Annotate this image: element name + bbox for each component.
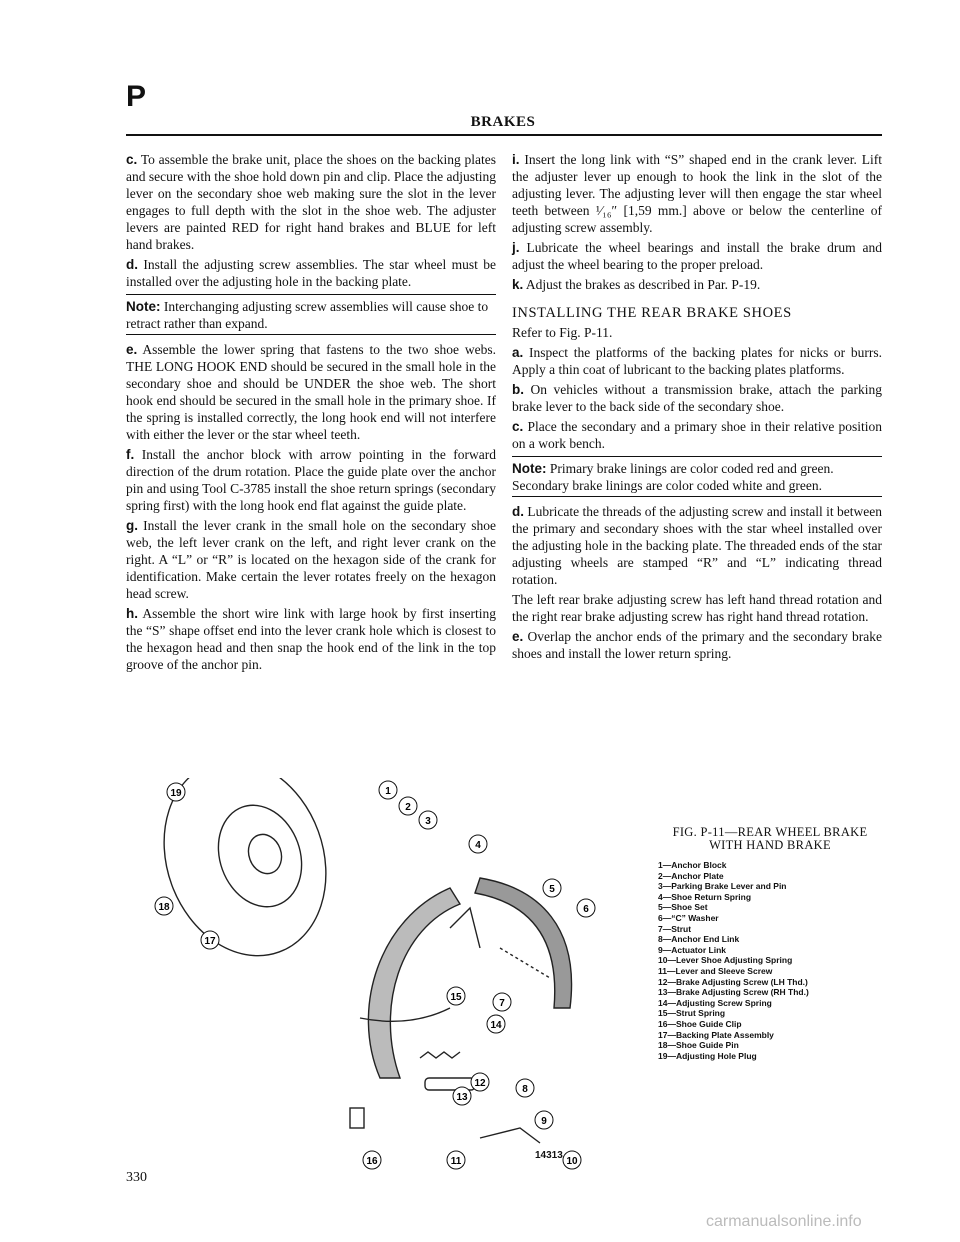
step-k-text: Adjust the brakes as described in Par. P-19. [525, 277, 761, 292]
callout-6 [577, 899, 595, 917]
step-j-text: Lubricate the wheel bearings and install the brake drum and adjust the wheel bearing to the proper preload. [512, 240, 882, 272]
legend-item: 1—Anchor Block [658, 860, 727, 870]
callout-3 [419, 811, 437, 829]
note-box [126, 294, 496, 335]
shoe-guide-clip [350, 1108, 364, 1128]
legend-item: 12—Brake Adjusting Screw (LH Thd.) [658, 976, 808, 987]
svg-text:10: 10 [566, 1156, 578, 1167]
step-e: e. Assemble the lower spring that fastens to the two shoe webs. THE LONG HOOK END should be secured in the small hole in the secondary shoe and should be UNDER the shoe web. The short hook end should be secured in the small hole in the primary shoe. If the spring is installed correctly, the long hook end will not interfere with either the lever or the star wheel teeth. [126, 342, 497, 442]
legend-item: 6—“C” Washer [658, 912, 719, 923]
svg-text:5: 5 [549, 884, 555, 895]
step-f-text: Install the anchor block with arrow pointing in the forward direction of the drum rotation. Place the guide plate over the anchor pin and using Tool C-3785 install the shoe return springs (secondary spring first) with the long hook end flat against the guide plate. [126, 447, 497, 513]
svg-text:1: 1 [385, 786, 391, 797]
svg-text:17: 17 [204, 936, 216, 947]
step-c: c. To assemble the brake unit, place the shoes on the backing plates and secure with the shoe hold down pin and clip. Place the adjusting lever on the secondary shoe web making sure the slot in the lever engages to full depth with the slot in the shoe web. The adjuster levers are painted RED for right hand brakes and BLUE for left hand brakes. [126, 152, 496, 252]
svg-text:15: 15 [450, 992, 462, 1003]
refer-line: Refer to Fig. P-11. [512, 325, 613, 340]
left-column [126, 151, 496, 676]
note-label-2: Note: [512, 461, 547, 476]
callout-2 [399, 797, 417, 815]
svg-text:9: 9 [541, 1116, 547, 1127]
step-c-text: To assemble the brake unit, place the shoes on the backing plates and secure with the shoe hold down pin and clip. Place the adjusting lever on the secondary shoe web making sure the slot in the lever engages to full depth with the slot in the shoe web. The adjuster levers are painted RED for right hand brakes and BLUE for left hand brakes. [126, 152, 496, 252]
svg-text:12: 12 [474, 1078, 486, 1089]
step-h: h. Assemble the short wire link with large hook by first inserting the “S” shape offset end into the lever crank hole which is closest to the hexagon head and then snap the hook end of the link in the top groove of the anchor pin. [126, 606, 496, 672]
svg-text:2: 2 [405, 802, 411, 813]
legend-item: 2—Anchor Plate [658, 870, 724, 881]
section-title: BRAKES [470, 114, 536, 130]
figure-caption [650, 826, 890, 1061]
step-c2: c. Place the secondary and a primary shoe in their relative position on a work bench. [512, 419, 883, 451]
callout-18 [155, 897, 173, 915]
figure-number: 14313 [535, 1150, 563, 1161]
legend-item: 11—Lever and Sleeve Screw [658, 965, 773, 976]
legend-item: 15—Strut Spring [658, 1008, 726, 1019]
note-text-2: Primary brake linings are color coded red and green. Secondary brake linings are color coded white and green. [512, 461, 834, 493]
caption-line-1: FIG. P-11—REAR WHEEL BRAKE [672, 825, 868, 839]
legend-item: 9—Actuator Link [658, 944, 727, 955]
callout-1 [379, 781, 397, 799]
step-b: b. On vehicles without a transmission brake, attach the parking brake lever to the back side of the secondary shoe. [512, 382, 882, 414]
step-d2-extra: The left rear brake adjusting screw has left hand thread rotation and the right rear brake adjusting screw has right hand thread rotation. [512, 592, 882, 624]
note-box-2 [512, 456, 882, 497]
step-d2-text: Lubricate the threads of the adjusting screw and install it between the primary and secondary shoes with the star wheel installed over the adjusting hole in the backing plate. The threaded ends of the star adjusting wheels are stamped “R” and “L” indicating thread rotation. [512, 504, 883, 587]
legend-item: 8—Anchor End Link [658, 934, 740, 945]
step-g-text: Install the lever crank in the small hole on the secondary shoe web, the left lever crank on the left, and right lever crank on the right. A “L” or “R” is located on the hexagon side of the crank for identification. Make certain the lever rotates freely on the hexagon head screw. [126, 518, 496, 601]
legend-item: 5—Shoe Set [658, 902, 708, 913]
step-a: a. Inspect the platforms of the backing plates for nicks or burrs. Apply a thin coat of lubricant to the backing plates platforms. [512, 345, 883, 377]
svg-text:7: 7 [499, 998, 505, 1009]
callout-15 [447, 987, 465, 1005]
backing-plate-hub [205, 793, 316, 918]
legend-item: 19—Adjusting Hole Plug [658, 1050, 757, 1061]
step-k: k. Adjust the brakes as described in Par. P-19. [512, 277, 761, 292]
legend-item: 18—Shoe Guide Pin [658, 1040, 739, 1051]
callout-10 [563, 1151, 581, 1169]
caption-line-2: WITH HAND BRAKE [709, 838, 831, 852]
legend-item: 13—Brake Adjusting Screw (RH Thd.) [658, 987, 809, 998]
secondary-shoe [475, 878, 572, 1008]
section-letter: P [126, 80, 147, 113]
svg-text:13: 13 [456, 1092, 468, 1103]
backing-plate-center [243, 830, 287, 879]
svg-text:6: 6 [583, 904, 589, 915]
callout-13 [453, 1087, 471, 1105]
header-rule [126, 134, 882, 136]
step-i-text: Insert the long link with “S” shaped end in the crank lever. Lift the adjuster lever up enough to hook the link in the slot of the adjusting lever. The adjusting lever will then engage the star wheel teeth between ¹⁄₁₆″ [1,59 mm.] above or below the centerline of adjusting screw assembly. [512, 152, 883, 235]
legend-item: 16—Shoe Guide Clip [658, 1018, 742, 1029]
step-e2-text: Overlap the anchor ends of the primary and the secondary brake shoes and install the lower return spring. [512, 629, 883, 661]
svg-text:16: 16 [366, 1156, 378, 1167]
step-c2-text: Place the secondary and a primary shoe in their relative position on a work bench. [512, 419, 883, 451]
step-e-text: Assemble the lower spring that fastens to the two shoe webs. THE LONG HOOK END should be secured in the small hole in the secondary shoe and should be UNDER the shoe web. The short hook end should be secured in the small hole in the primary shoe. If the spring is installed correctly, the long hook end will not interfere with either the lever or the star wheel teeth. [126, 342, 497, 442]
callout-5 [543, 879, 561, 897]
callout-17 [201, 931, 219, 949]
primary-shoe [368, 888, 460, 1078]
note-label: Note: [126, 299, 161, 314]
step-f: f. Install the anchor block with arrow pointing in the forward direction of the drum rotation. Place the guide plate over the anchor pin and using Tool C-3785 install the shoe return springs (secondary spring first) with the long hook end flat against the guide plate. [126, 447, 497, 513]
callout-16 [363, 1151, 381, 1169]
anchor-block [450, 908, 480, 948]
svg-text:11: 11 [450, 1156, 462, 1167]
step-a-text: Inspect the platforms of the backing plates for nicks or burrs. Apply a thin coat of lubricant to the backing plates platforms. [512, 345, 883, 377]
legend-item: 3—Parking Brake Lever and Pin [658, 881, 787, 892]
step-g: g. Install the lever crank in the small hole on the secondary shoe web, the left lever crank on the left, and right lever crank on the right. A “L” or “R” is located on the hexagon side of the crank for identification. Make certain the lever rotates freely on the hexagon head screw. [126, 518, 496, 601]
note-text: Interchanging adjusting screw assemblies will cause shoe to retract rather than expand. [126, 299, 489, 331]
page-number: 330 [126, 1170, 147, 1185]
section-heading: INSTALLING THE REAR BRAKE SHOES [512, 305, 792, 321]
callout-7 [493, 993, 511, 1011]
step-d: d. Install the adjusting screw assemblies. The star wheel must be installed over the adjusting hole in the backing plate. [126, 257, 496, 289]
svg-text:14: 14 [490, 1020, 502, 1031]
callout-14 [487, 1015, 505, 1033]
svg-text:8: 8 [522, 1084, 528, 1095]
svg-text:3: 3 [425, 816, 431, 827]
step-j: j. Lubricate the wheel bearings and install the brake drum and adjust the wheel bearing to the proper preload. [512, 240, 882, 272]
step-b-text: On vehicles without a transmission brake, attach the parking brake lever to the back side of the secondary shoe. [512, 382, 882, 414]
legend-item: 7—Strut [658, 923, 692, 934]
legend-item: 10—Lever Shoe Adjusting Spring [658, 955, 793, 966]
svg-text:19: 19 [170, 788, 182, 799]
adjusting-screw-spring [420, 1052, 460, 1058]
right-column [512, 151, 882, 665]
svg-text:18: 18 [158, 902, 170, 913]
step-d-text: Install the adjusting screw assemblies. The star wheel must be installed over the adjusting hole in the backing plate. [126, 257, 496, 289]
brake-exploded-diagram [150, 778, 630, 1198]
callout-19 [167, 783, 185, 801]
lever [480, 1128, 540, 1143]
site-watermark: carmanualsonline.info [706, 1213, 862, 1230]
backing-plate [150, 778, 352, 979]
adjusting-screw [425, 1078, 475, 1090]
svg-text:4: 4 [475, 840, 481, 851]
step-i: i. Insert the long link with “S” shaped end in the crank lever. Lift the adjuster lever up enough to hook the link in the slot of the adjusting lever. The adjusting lever will then engage the star wheel teeth between ¹⁄₁₆″ [1,59 mm.] above or below the centerline of adjusting screw assembly. [512, 152, 883, 235]
callout-8 [516, 1079, 534, 1097]
legend-item: 17—Backing Plate Assembly [658, 1029, 774, 1040]
step-e2: e. Overlap the anchor ends of the primary and the secondary brake shoes and install the lower return spring. [512, 629, 883, 661]
callout-9 [535, 1111, 553, 1129]
step-d2: d. Lubricate the threads of the adjusting screw and install it between the primary and secondary shoes with the star wheel installed over the adjusting hole in the backing plate. The threaded ends of the star adjusting wheels are stamped “R” and “L” indicating thread rotation. [512, 504, 883, 587]
callout-12 [471, 1073, 489, 1091]
callout-4 [469, 835, 487, 853]
callout-11 [447, 1151, 465, 1169]
figure-legend [658, 860, 890, 1061]
step-h-text: Assemble the short wire link with large hook by first inserting the “S” shape offset end into the lever crank hole which is closest to the hexagon head and then snap the hook end of the link in the top groove of the anchor pin. [126, 606, 496, 672]
legend-item: 14—Adjusting Screw Spring [658, 997, 772, 1008]
legend-item: 4—Shoe Return Spring [658, 891, 752, 902]
